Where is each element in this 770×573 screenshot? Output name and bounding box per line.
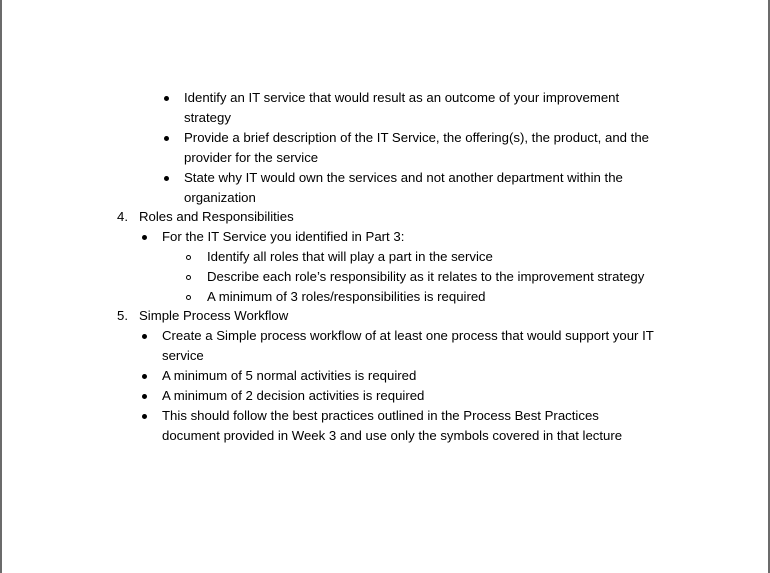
bullet-icon [164,176,169,181]
bullet-icon [142,414,147,419]
section-5-title: Simple Process Workflow [139,308,289,323]
section-4-subitem-2: Describe each role’s responsibility as it relates to the improvement strategy [207,269,645,284]
section-5-bullet-4-line-2: document provided in Week 3 and use only the symbols covered in that lecture [162,428,623,443]
bullet-icon [142,374,147,379]
part3-bullet-3-line-1: State why IT would own the services and not another department within the [184,170,623,185]
section-5-bullet-3: A minimum of 2 decision activities is required [162,388,425,403]
bullet-icon [164,136,169,141]
bullet-icon [142,334,147,339]
circle-bullet-icon [186,295,191,300]
section-5-bullet-4-line-1: This should follow the best practices outlined in the Process Best Practices [162,408,599,423]
bullet-icon [142,235,147,240]
section-5-number: 5. [117,308,128,323]
section-5-bullet-2: A minimum of 5 normal activities is required [162,368,417,383]
part3-bullet-1-line-1: Identify an IT service that would result as an outcome of your improvement [184,90,620,105]
section-5-bullet-1-line-1: Create a Simple process workflow of at least one process that would support your IT [162,328,654,343]
part3-bullet-3-line-2: organization [184,190,256,205]
part3-bullet-1-line-2: strategy [184,110,231,125]
bullet-icon [142,394,147,399]
section-4-title: Roles and Responsibilities [139,209,294,224]
section-5-bullet-1-line-2: service [162,348,204,363]
bullet-icon [164,96,169,101]
section-4-subitem-1: Identify all roles that will play a part in the service [207,249,493,264]
section-4-subitem-3: A minimum of 3 roles/responsibilities is required [207,289,486,304]
circle-bullet-icon [186,255,191,260]
section-4-number: 4. [117,209,128,224]
circle-bullet-icon [186,275,191,280]
part3-bullet-2-line-1: Provide a brief description of the IT Service, the offering(s), the product, and the [184,130,649,145]
section-4-bullet: For the IT Service you identified in Part 3: [162,229,405,244]
part3-bullet-2-line-2: provider for the service [184,150,319,165]
